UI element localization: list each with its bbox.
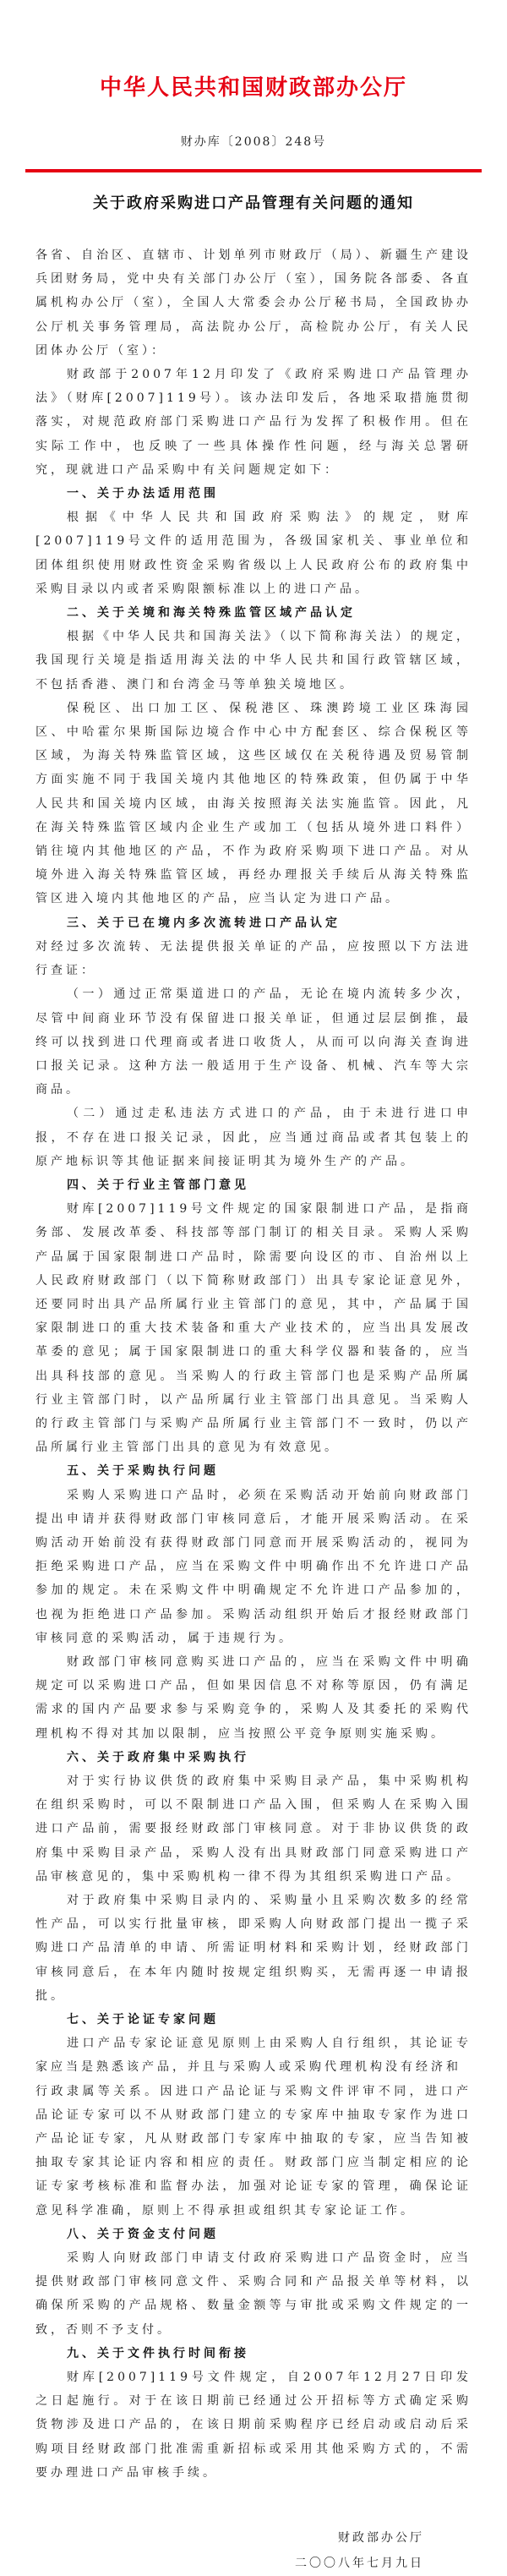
section-9-heading: 九、关于文件执行时间衔接: [67, 2346, 249, 2360]
body-paragraph: 采购人采购进口产品时，必须在采购活动开始前向财政部门提出申请并获得财政部门审核同意后，才能开展采购活动。在采购活动开始前没有获得财政部门同意而开展采购活动的，视同为拒绝采购进口产品，应当在采购文件中明确作出不允许进口产品参加的规定。未在采购文件中明确规定不允许进口产品参加的，也视为拒绝进口产品参加。采购活动组织开始后才报经财政部门审核同意的采购活动，属于违规行为。: [35, 1488, 472, 1645]
intro-paragraph: 财政部于2007年12月印发了《政府采购进口产品管理办法》（财库[2007]119号）。该办法印发后，各地采取措施贯彻落实，对规范政府部门采购进口产品行为发挥了积极作用。但在实际工作中，也反映了一些具体操作性问题，经与海关总署研究，现就进口产品采购中有关问题规定如下：: [35, 368, 472, 477]
section-8-heading: 八、关于资金支付问题: [67, 2227, 219, 2241]
agency-masthead: 中华人民共和国财政部办公厅: [99, 75, 407, 101]
body-paragraph: 对经过多次流转、无法提供报关单证的产品，应按照以下方法进行查证：: [35, 939, 472, 978]
signature-date: 二〇〇八年七月九日: [295, 2557, 424, 2571]
section-7-heading: 七、关于论证专家问题: [67, 2013, 219, 2027]
section-1-heading: 一、关于办法适用范围: [67, 487, 219, 501]
document-body: [35, 243, 472, 2485]
signature-block: [0, 2525, 507, 2576]
salutation: 各省、自治区、直辖市、计划单列市财政厅（局）、新疆生产建设兵团财务局，党中央有关部门办公厅（室），国务院各部委、各直属机构办公厅（室），全国人大常委会办公厅秘书局，全国政协办公厅机关事务管理局，高法院办公厅，高检院办公厅，有关人民团体办公厅（室）：: [35, 249, 472, 358]
section-2-heading: 二、关于关境和海关特殊监管区域产品认定: [67, 606, 356, 621]
body-paragraph: 对于政府集中采购目录内的、采购量小且采购次数多的经常性产品，可以实行批量审核，即采购人向财政部门提出一揽子采购进口产品清单的申请、所需证明材料和采购计划，经财政部门审核同意后，在本年内随时按规定组织购买，无需再逐一申请报批。: [35, 1894, 472, 2003]
body-paragraph: 财库[2007]119号文件规定，自2007年12月27日印发之日起施行。对于在该日期前已经通过公开招标等方式确定采购货物涉及进口产品的，在该日期前采购程序已经启动或启动后采购项目经财政部门批准需重新招标或采用其他采购方式的，不需要办理进口产品审核手续。: [35, 2371, 472, 2480]
body-paragraph: （二）通过走私违法方式进口的产品，由于未进行进口申报，不存在进口报关记录，因此，应当通过商品或者其包装上的原产地标识等其他证据来间接证明其为境外生产的产品。: [35, 1107, 472, 1168]
document-title: 关于政府采购进口产品管理有关问题的通知: [93, 194, 414, 212]
signature-agency: 财政部办公厅: [338, 2531, 424, 2546]
section-6-heading: 六、关于政府集中采购执行: [67, 1750, 249, 1764]
red-separator-rule: [25, 169, 482, 172]
body-paragraph: 财政部门审核同意购买进口产品的，应当在采购文件中明确规定可以采购进口产品，但如果因信息不对称等原因，仍有满足需求的国内产品要求参与采购竞争的，采购人及其委托的采购代理机构不得对其加以限制，应当按照公平竞争原则实施采购。: [35, 1654, 472, 1741]
body-paragraph: 进口产品专家论证意见原则上由采购人自行组织，其论证专家应当是熟悉该产品，并且与采购人或采购代理机构没有经济和 行政隶属等关系。因进口产品论证与采购文件评审不同，进口产品论证专家可以不从财政部门建立的专家库中抽取专家作为进口产品论证专家，凡从财政部门专家库中抽取的专家，应当告知被抽取专家其论证内容和相应的责任。财政部门应当制定相应的论证专家考核标准和监督办法，加强对论证专家的管理，确保论证意见科学准确，原则上不得承担或组织其专家论证工作。: [35, 2037, 472, 2218]
body-paragraph: 财库[2007]119号文件规定的国家限制进口产品，是指商务部、发展改革委、科技部等部门制订的相关目录。采购人采购产品属于国家限制进口产品时，除需要向设区的市、自治州以上人民政府财政部门（以下简称财政部门）出具专家论证意见外，还要同时出具产品所属行业主管部门的意见，其中，产品属于国家限制进口的重大技术装备和重大产业技术的，应当出具发展改革委的意见；属于国家限制进口的重大科学仪器和装备的，应当出具科技部的意见。当采购人的行政主管部门也是采购产品所属行业主管部门时，以产品所属行业主管部门出具意见。当采购人的行政主管部门与采购产品所属行业主管部门不一致时，仍以产品所属行业主管部门出具的意见为有效意见。: [35, 1202, 472, 1455]
body-paragraph: 根据《中华人民共和国政府采购法》的规定，财库[2007]119号文件的适用范围为，各级国家机关、事业单位和团体组织使用财政性资金采购省级以上人民政府公布的政府集中采购目录以内或者采购限额标准以上的进口产品。: [35, 511, 472, 596]
body-paragraph: 保税区、出口加工区、保税港区、珠澳跨境工业区珠海园区、中哈霍尔果斯国际边境合作中心中方配套区、综合保税区等区域，为海关特殊监管区域，这些区域仅在关税待遇及贸易管制方面实施不同于我国关境内其他地区的特殊政策，但仍属于中华人民共和国关境内区域，由海关按照海关法实施监管。因此，凡在海关特殊监管区域内企业生产或加工（包括从境外进口料件）销往境内其他地区的产品，不作为政府采购项下进口产品。对从境外进入海关特殊监管区域，再经办理报关手续后从海关特殊监管区进入境内其他地区的产品，应当认定为进口产品。: [35, 701, 472, 906]
body-paragraph: 采购人向财政部门申请支付政府采购进口产品资金时，应当提供财政部门审核同意文件、采购合同和产品报关单等材料，以确保所采购的产品规格、数量金额等与审批或采购文件规定的一致，否则不予支付。: [35, 2251, 472, 2337]
section-5-heading: 五、关于采购执行问题: [67, 1464, 219, 1479]
body-paragraph: 对于实行协议供货的政府集中采购目录产品，集中采购机构在组织采购时，可以不限制进口产品入围，但采购人在采购入围进口产品前，需要报经财政部门审核同意。对于非协议供货的政府集中采购目录产品，采购人没有出具财政部门同意采购进口产品审核意见的，集中采购机构一律不得为其组织采购进口产品。: [35, 1775, 472, 1884]
body-paragraph: （一）通过正常渠道进口的产品，无论在境内流转多少次，尽管中间商业环节没有保留进口报关单证，但通过层层倒推，最终可以找到进口代理商或者进口收货人，从而可以向海关查询进口报关记录。这种方法一般适用于生产设备、机械、汽车等大宗商品。: [35, 987, 472, 1097]
section-3-heading: 三、关于已在境内多次流转进口产品认定: [67, 916, 341, 930]
section-4-heading: 四、关于行业主管部门意见: [67, 1178, 249, 1192]
document-number: 财办库〔2008〕248号: [180, 135, 327, 149]
body-paragraph: 根据《中华人民共和国海关法》（以下简称海关法）的规定，我国现行关境是指适用海关法的中华人民共和国行政管辖区域，不包括香港、澳门和台湾金马等单独关境地区。: [35, 630, 472, 692]
